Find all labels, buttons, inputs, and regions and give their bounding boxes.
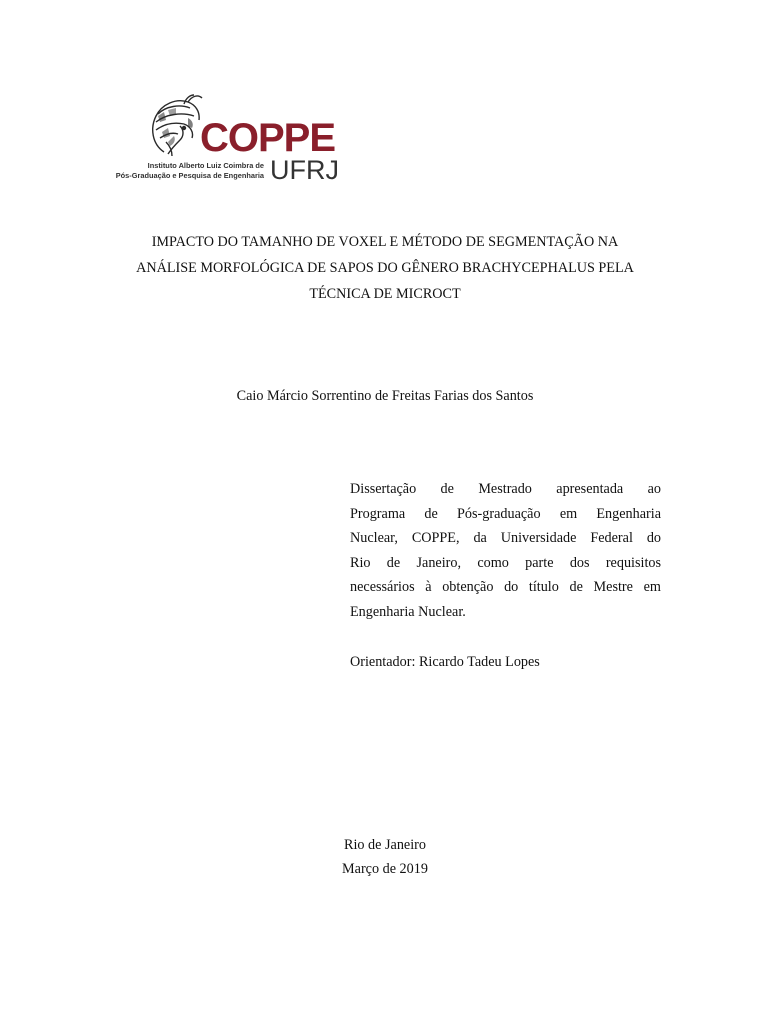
statement-line bbox=[350, 477, 661, 502]
statement-word: da bbox=[473, 530, 487, 547]
statement-word: obtenção bbox=[442, 579, 494, 596]
statement-word: de bbox=[386, 554, 401, 571]
statement-word: à bbox=[425, 579, 432, 596]
statement-word: parte bbox=[525, 554, 554, 571]
institute-name-line2: Pós-Graduação e Pesquisa de Engenharia bbox=[115, 171, 264, 180]
title-line: TÉCNICA DE MICROCT bbox=[309, 286, 461, 302]
statement-word: Pós-graduação bbox=[457, 505, 541, 522]
statement-word: requisitos bbox=[605, 554, 661, 571]
dissertation-title bbox=[60, 229, 710, 307]
statement-word: Federal bbox=[590, 530, 633, 547]
coppe-ufrj-logo bbox=[108, 90, 348, 190]
statement-word: do bbox=[646, 530, 661, 547]
statement-word: ao bbox=[647, 481, 661, 497]
institute-name-line1: Instituto Alberto Luiz Coimbra de bbox=[147, 161, 264, 170]
statement-word: COPPE, bbox=[411, 530, 460, 547]
statement-word: título bbox=[528, 579, 559, 596]
statement-word: do bbox=[504, 579, 519, 596]
dissertation-statement bbox=[350, 477, 661, 625]
statement-word: em bbox=[559, 505, 578, 522]
statement-word: Engenharia Nuclear. bbox=[350, 603, 466, 620]
statement-line bbox=[350, 526, 661, 551]
statement-line bbox=[350, 502, 661, 527]
date: Março de 2019 bbox=[342, 861, 428, 877]
statement-word: de bbox=[440, 481, 454, 497]
statement-word: de bbox=[569, 579, 583, 596]
statement-word: Rio bbox=[350, 554, 371, 571]
statement-word: dos bbox=[569, 554, 590, 571]
statement-word: apresentada bbox=[556, 481, 624, 497]
statement-word: em bbox=[643, 579, 661, 596]
statement-word: como bbox=[477, 554, 509, 571]
title-line: IMPACTO DO TAMANHO DE VOXEL E MÉTODO DE SEGMENTAÇÃO NA bbox=[151, 234, 619, 250]
statement-line bbox=[350, 551, 661, 576]
statement-word: Mestrado bbox=[478, 481, 532, 497]
statement-word: Dissertação bbox=[350, 481, 417, 497]
athena-head-emblem-icon bbox=[144, 92, 206, 158]
statement-word: Engenharia bbox=[596, 505, 661, 522]
statement-word: Programa bbox=[350, 505, 406, 522]
statement-line bbox=[350, 575, 661, 600]
statement-line bbox=[350, 600, 661, 625]
statement-word: Janeiro, bbox=[416, 554, 462, 571]
statement-word: de bbox=[424, 505, 438, 522]
advisor: Orientador: Ricardo Tadeu Lopes bbox=[350, 654, 540, 670]
statement-word: Universidade bbox=[500, 530, 577, 547]
title-line: ANÁLISE MORFOLÓGICA DE SAPOS DO GÊNERO BRACHYCEPHALUS PELA bbox=[136, 260, 634, 276]
place: Rio de Janeiro bbox=[344, 837, 426, 853]
author-name: Caio Márcio Sorrentino de Freitas Farias dos Santos bbox=[236, 388, 534, 404]
coppe-wordmark: COPPE bbox=[200, 116, 336, 160]
statement-word: Mestre bbox=[593, 579, 633, 596]
place-and-date bbox=[240, 833, 530, 881]
statement-word: Nuclear, bbox=[350, 530, 398, 547]
ufrj-wordmark: UFRJ bbox=[270, 155, 339, 185]
statement-word: necessários bbox=[350, 579, 415, 596]
